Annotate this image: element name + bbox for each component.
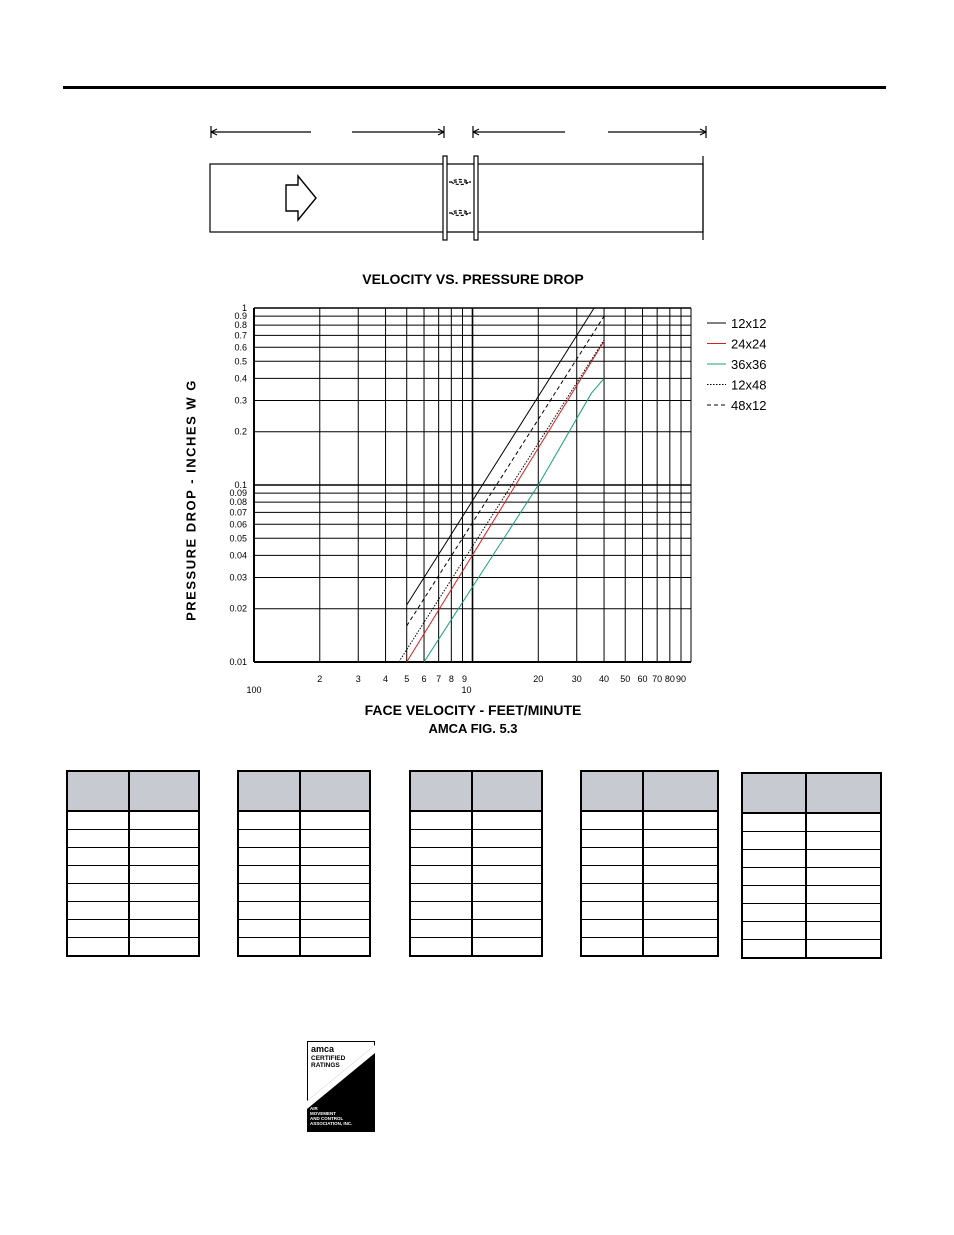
table-cell <box>806 868 881 886</box>
table-row <box>410 848 542 866</box>
table-header-cell <box>643 771 718 811</box>
table-row <box>238 902 370 920</box>
rating-table <box>237 770 371 957</box>
table-cell <box>742 832 806 850</box>
table-row <box>238 848 370 866</box>
table-row <box>410 884 542 902</box>
table-row <box>581 866 718 884</box>
y-tick-label: 0.9 <box>234 311 247 322</box>
table-header-cell <box>806 773 881 813</box>
table-cell <box>806 904 881 922</box>
table-cell <box>742 922 806 940</box>
table-cell <box>129 848 199 866</box>
rating-table <box>66 770 200 957</box>
table-row <box>742 832 881 850</box>
x-tick-label: 3 <box>355 674 361 684</box>
table-row <box>410 938 542 957</box>
table-cell <box>806 832 881 850</box>
legend-label: 12x48 <box>731 377 767 393</box>
table-cell <box>742 850 806 868</box>
y-tick-label: 0.05 <box>229 533 247 544</box>
table-cell <box>472 866 542 884</box>
y-tick-label: 0.07 <box>229 507 247 518</box>
table-cell <box>129 920 199 938</box>
table-cell <box>67 902 129 920</box>
table-row <box>238 938 370 957</box>
y-tick-label: 0.7 <box>234 330 247 341</box>
table-row <box>742 886 881 904</box>
table-cell <box>238 902 300 920</box>
y-tick-label: 0.2 <box>234 426 247 437</box>
table-row <box>742 922 881 940</box>
table-header-cell <box>410 771 472 811</box>
x-tick-label: 10 <box>461 685 472 695</box>
table-row <box>238 920 370 938</box>
chart-title: VELOCITY VS. PRESSURE DROP <box>362 271 584 287</box>
x-tick-label: 6 <box>421 674 427 684</box>
table-row <box>742 868 881 886</box>
table-cell <box>129 884 199 902</box>
table-cell <box>67 830 129 848</box>
table-header-cell <box>129 771 199 811</box>
table-cell <box>472 848 542 866</box>
table-row <box>742 850 881 868</box>
x-tick-label: 40 <box>599 674 610 684</box>
table-cell <box>238 848 300 866</box>
svg-text:RATINGS: RATINGS <box>311 1062 340 1069</box>
svg-text:ASSOCIATION, INC.: ASSOCIATION, INC. <box>310 1121 353 1126</box>
y-tick-label: 0.3 <box>234 395 247 406</box>
svg-text:PERFORMANCE: PERFORMANCE <box>345 1090 373 1094</box>
x-tick-label: 7 <box>436 674 442 684</box>
table-cell <box>806 850 881 868</box>
table-header-cell <box>238 771 300 811</box>
table-row <box>238 830 370 848</box>
table-cell <box>300 866 370 884</box>
y-axis-label: PRESSURE DROP - INCHES W G <box>183 379 199 621</box>
x-tick-label: 100 <box>246 685 262 695</box>
x-tick-label: 30 <box>571 674 582 684</box>
table-row <box>581 848 718 866</box>
table-cell <box>129 938 199 957</box>
table-cell <box>67 866 129 884</box>
x-tick-label: 8 <box>448 674 454 684</box>
table-header-cell <box>581 771 643 811</box>
table-cell <box>410 938 472 957</box>
table-cell <box>238 811 300 830</box>
rating-table <box>580 770 719 957</box>
y-tick-label: 0.06 <box>229 519 247 530</box>
y-tick-label: 0.8 <box>234 320 247 331</box>
x-tick-label: 20 <box>533 674 544 684</box>
table-row <box>581 902 718 920</box>
table-row <box>238 811 370 830</box>
table-cell <box>581 902 643 920</box>
y-tick-label: 0.09 <box>229 488 247 499</box>
table-cell <box>67 811 129 830</box>
table-cell <box>300 920 370 938</box>
table-row <box>410 902 542 920</box>
x-tick-label: 5 <box>404 674 410 684</box>
table-row <box>742 813 881 832</box>
svg-text:MOVEMENT: MOVEMENT <box>310 1111 337 1116</box>
series-line-24x24 <box>407 341 604 662</box>
legend-label: 12x12 <box>731 316 767 331</box>
y-tick-label: 0.02 <box>229 603 247 614</box>
x-tick-label: 2 <box>317 674 323 684</box>
table-cell <box>238 830 300 848</box>
series-line-12x12 <box>407 308 594 605</box>
table-cell <box>67 848 129 866</box>
table-cell <box>410 848 472 866</box>
table-cell <box>806 922 881 940</box>
table-cell <box>742 868 806 886</box>
table-cell <box>742 813 806 832</box>
legend-label: 24x24 <box>731 336 767 352</box>
table-cell <box>300 884 370 902</box>
table-cell <box>643 811 718 830</box>
y-tick-label: 0.6 <box>234 342 247 353</box>
table-cell <box>643 938 718 957</box>
table-cell <box>581 811 643 830</box>
svg-text:amca: amca <box>311 1044 335 1054</box>
table-row <box>67 830 199 848</box>
table-cell <box>643 830 718 848</box>
legend-label: 48x12 <box>731 398 767 413</box>
legend-label: 36x36 <box>731 357 767 372</box>
table-cell <box>806 886 881 904</box>
figure-caption: AMCA FIG. 5.3 <box>428 721 518 736</box>
table-row <box>67 866 199 884</box>
table-cell <box>238 938 300 957</box>
table-row <box>410 920 542 938</box>
table-row <box>67 920 199 938</box>
x-tick-label: 80 <box>664 674 675 684</box>
table-row <box>67 884 199 902</box>
table-row <box>581 830 718 848</box>
table-row <box>410 811 542 830</box>
table-cell <box>742 904 806 922</box>
table-row <box>581 884 718 902</box>
amca-certified-ratings-logo <box>307 1041 375 1132</box>
x-tick-label: 90 <box>675 674 687 684</box>
table-row <box>238 884 370 902</box>
table-cell <box>300 811 370 830</box>
table-header-cell <box>300 771 370 811</box>
table-cell <box>472 920 542 938</box>
y-tick-label: 0.03 <box>229 572 247 583</box>
table-cell <box>410 920 472 938</box>
table-cell <box>410 866 472 884</box>
table-cell <box>129 866 199 884</box>
table-cell <box>643 902 718 920</box>
table-cell <box>643 884 718 902</box>
svg-text:AIR: AIR <box>349 1083 360 1089</box>
table-cell <box>806 813 881 832</box>
table-row <box>67 848 199 866</box>
x-tick-label: 60 <box>637 674 648 684</box>
x-tick-label: 4 <box>383 674 389 684</box>
table-row <box>410 830 542 848</box>
rating-table <box>741 772 882 959</box>
table-cell <box>410 811 472 830</box>
svg-text:CERTIFIED: CERTIFIED <box>311 1055 346 1062</box>
table-cell <box>472 830 542 848</box>
table-cell <box>581 938 643 957</box>
table-header-cell <box>742 773 806 813</box>
x-tick-label: 70 <box>652 674 663 684</box>
y-tick-label: 0.1 <box>234 480 247 490</box>
table-cell <box>410 884 472 902</box>
table-cell <box>581 866 643 884</box>
y-tick-label: 0.5 <box>234 356 247 367</box>
series-line-48x12 <box>407 316 604 626</box>
table-cell <box>472 811 542 830</box>
table-cell <box>742 940 806 959</box>
table-cell <box>67 938 129 957</box>
x-axis-label: FACE VELOCITY - FEET/MINUTE <box>364 702 582 718</box>
table-cell <box>67 884 129 902</box>
table-cell <box>410 830 472 848</box>
table-cell <box>643 920 718 938</box>
x-tick-label: 50 <box>620 674 631 684</box>
table-row <box>410 866 542 884</box>
table-cell <box>643 848 718 866</box>
table-cell <box>300 830 370 848</box>
table-row <box>67 938 199 957</box>
table-row <box>67 902 199 920</box>
table-cell <box>472 902 542 920</box>
table-cell <box>300 848 370 866</box>
table-row <box>67 811 199 830</box>
table-cell <box>300 902 370 920</box>
y-tick-label: 0.4 <box>234 373 247 384</box>
svg-text:AIR: AIR <box>310 1106 318 1111</box>
table-row <box>581 920 718 938</box>
table-cell <box>643 866 718 884</box>
table-cell <box>129 902 199 920</box>
y-tick-label: 0.01 <box>229 657 247 667</box>
table-header-cell <box>472 771 542 811</box>
table-cell <box>806 940 881 959</box>
table-cell <box>581 884 643 902</box>
table-row <box>581 938 718 957</box>
table-row <box>742 940 881 959</box>
rating-table <box>409 770 543 957</box>
table-cell <box>129 830 199 848</box>
table-header-cell <box>67 771 129 811</box>
table-row <box>742 904 881 922</box>
table-cell <box>238 884 300 902</box>
table-cell <box>472 884 542 902</box>
table-cell <box>238 920 300 938</box>
table-cell <box>410 902 472 920</box>
table-cell <box>742 886 806 904</box>
table-cell <box>472 938 542 957</box>
table-row <box>581 811 718 830</box>
table-cell <box>581 920 643 938</box>
table-cell <box>67 920 129 938</box>
table-cell <box>238 866 300 884</box>
table-cell <box>300 938 370 957</box>
y-tick-label: 0.08 <box>229 497 247 508</box>
svg-text:AND CONTROL: AND CONTROL <box>310 1116 344 1121</box>
series-line-12x48 <box>399 340 604 662</box>
table-row <box>238 866 370 884</box>
table-cell <box>581 848 643 866</box>
x-tick-label: 9 <box>461 674 468 684</box>
table-cell <box>129 811 199 830</box>
y-tick-label: 0.04 <box>229 550 247 561</box>
y-tick-label: 1 <box>241 303 247 313</box>
table-cell <box>581 830 643 848</box>
